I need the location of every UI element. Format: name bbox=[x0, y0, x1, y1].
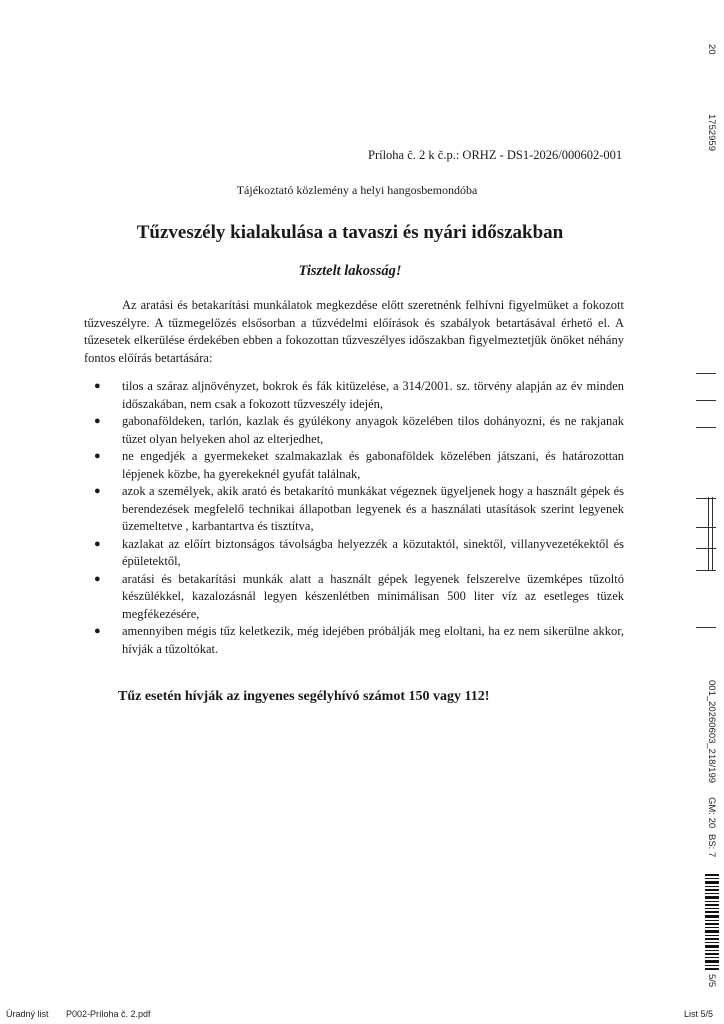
margin-sheet-number: 5/5 bbox=[706, 974, 717, 988]
bullet-icon: ● bbox=[94, 625, 101, 637]
greeting: Tisztelt lakosság! bbox=[298, 263, 402, 279]
margin-bs: BS: 7 bbox=[706, 834, 717, 858]
margin-tick bbox=[696, 527, 716, 528]
list-item: ● azok a személyek, akik arató és betakarító munkákat végeznek ügyeljenek hogy a használt gépek és berendezések megfelelő technikai állapotban legyenek és a használati utasítások szerint legyenek üzemeltetve , karbantartva és tisztítva, bbox=[94, 484, 624, 533]
margin-page-number: 20 bbox=[706, 44, 717, 55]
bullet-icon: ● bbox=[94, 415, 101, 427]
margin-rule bbox=[712, 497, 713, 571]
margin-tick bbox=[696, 548, 716, 549]
margin-tick bbox=[696, 373, 716, 374]
list-item: ● gabonaföldeken, tarlón, kazlak és gyúlékony anyagok közelében tilos dohányozni, és ne rakjanak tüzet olyan helyeken ahol az elterjedhet, bbox=[94, 414, 624, 446]
margin-scan-id: 1752959 bbox=[706, 114, 717, 151]
margin-batch-code: 001_20260603_218/199 bbox=[706, 680, 717, 784]
list-item: ● aratási és betakarítási munkák alatt a használt gépek legyenek felszerelve üzemképes tűzoltó készülékkel, kazalozásnál legyen készenlétben minimálisan 500 liter víz az esetleges tüzek megfékezésére, bbox=[94, 571, 624, 621]
margin-rule bbox=[708, 497, 709, 571]
bullet-icon: ● bbox=[94, 380, 101, 392]
footer-file-name: P002-Príloha č. 2.pdf bbox=[66, 1009, 151, 1019]
intro-paragraph: Az aratási és betakarítási munkálatok megkezdése előtt szeretnénk felhívni figyelmüket a fokozott tűzveszélyre. A tűzmegelőzés elsősorban a tűzvédelmi előírások és szabályok betartásával érhető el. A tűzesetek elkerülése érdekében ebben a fokozottan tűzveszélyes időszakban figyelmeztetjük önöket néhány fontos előírás betartására: bbox=[84, 298, 624, 365]
margin-tick bbox=[696, 627, 716, 628]
footer-label: Úradný list bbox=[6, 1009, 49, 1019]
margin-gm: GM: 20 bbox=[706, 797, 717, 829]
bullet-icon: ● bbox=[94, 485, 101, 497]
list-item: ● kazlakat az előírt biztonságos távolságba helyezzék a közutaktól, sinektől, villanyvezetékektől és épületektől, bbox=[94, 536, 624, 568]
bullet-icon: ● bbox=[94, 537, 101, 550]
list-item: ● tilos a száraz aljnövényzet, bokrok és fák kitüzelése, a 314/2001. sz. törvény alapján az év minden időszakában, nem csak a fokozott tűzveszély idején, bbox=[94, 379, 624, 411]
margin-tick bbox=[696, 570, 716, 571]
margin-tick bbox=[696, 427, 716, 428]
document-subtitle: Tájékoztató közlemény a helyi hangosbemondóba bbox=[236, 183, 478, 197]
emergency-notice: Tűz esetén hívják az ingyenes segélyhívó számot 150 vagy 112! bbox=[118, 689, 490, 704]
footer-sheet: List 5/5 bbox=[684, 1009, 714, 1019]
bullet-icon: ● bbox=[94, 572, 101, 585]
margin-tick bbox=[696, 498, 716, 499]
barcode-icon bbox=[705, 874, 719, 972]
margin-tick bbox=[696, 400, 716, 401]
list-item: ● ne engedjék a gyermekeket szalmakazlak és gabonaföldek közelében játszani, és határozottan lépjenek közbe, ha gyerekeknél gyufát találnak, bbox=[94, 449, 624, 481]
rules-list bbox=[94, 378, 624, 658]
bullet-icon: ● bbox=[94, 450, 101, 462]
document-title: Tűzveszély kialakulása a tavaszi és nyári időszakban bbox=[136, 222, 564, 243]
reference-number: Príloha č. 2 k č.p.: ORHZ - DS1-2026/000602-001 bbox=[368, 148, 623, 162]
list-item: ● amennyiben mégis tűz keletkezik, még idejében próbálják meg eloltani, ha ez nem sikerülne akkor, hívják a tűzoltókat. bbox=[94, 624, 624, 656]
